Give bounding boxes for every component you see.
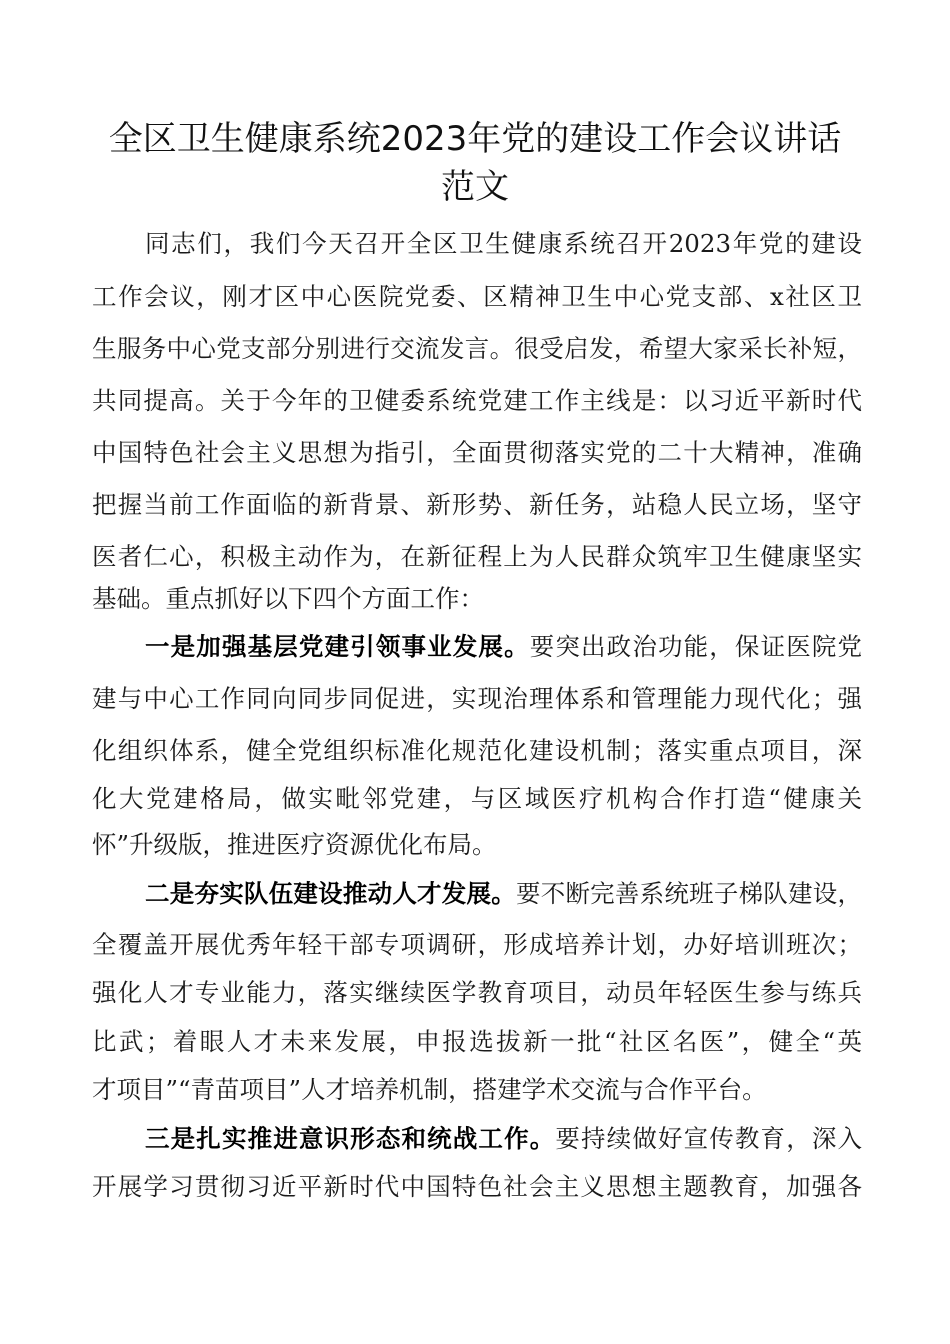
point-2-line-2: 全覆盖开展优秀年轻干部专项调研，形成培养计划，办好培训班次；	[92, 930, 862, 959]
point-1-line-1: 要突出政治功能，保证医院党	[529, 632, 863, 661]
point-1-line-4: 化大党建格局，做实毗邻党建，与区域医疗机构合作打造“健康关	[92, 784, 862, 813]
intro-line-3: 生服务中心党支部分别进行交流发言。很受启发，希望大家采长补短，	[92, 334, 862, 363]
point-3-line-1: 要持续做好宣传教育，深入	[555, 1124, 863, 1153]
intro-line-5: 中国特色社会主义思想为指引，全面贯彻落实党的二十大精神，准确	[92, 438, 862, 467]
intro-line-2: 工作会议，刚才区中心医院党委、区精神卫生中心党支部、x社区卫	[92, 282, 862, 311]
point-2-line-3: 强化人才专业能力，落实继续医学教育项目，动员年轻医生参与练兵	[92, 978, 862, 1007]
point-3-first-line	[145, 1124, 862, 1154]
point-3-heading: 三是扎实推进意识形态和统战工作。	[145, 1124, 556, 1153]
point-2-line-4: 比武；着眼人才未来发展，申报选拔新一批“社区名医”，健全“英	[92, 1027, 862, 1056]
intro-line-6: 把握当前工作面临的新背景、新形势、新任务，站稳人民立场，坚守	[92, 490, 862, 519]
point-1-heading: 一是加强基层党建引领事业发展。	[145, 632, 530, 661]
point-2-line-1: 要不断完善系统班子梯队建设，	[515, 879, 863, 908]
intro-line-7: 医者仁心，积极主动作为，在新征程上为人民群众筑牢卫生健康坚实	[92, 542, 862, 571]
point-2-first-line	[145, 879, 862, 909]
point-3-line-2: 开展学习贯彻习近平新时代中国特色社会主义思想主题教育，加强各	[92, 1172, 862, 1201]
document-title-line-2: 范文	[441, 167, 509, 207]
intro-line-8: 基础。重点抓好以下四个方面工作：	[92, 584, 484, 613]
point-1-first-line	[145, 632, 862, 662]
intro-line-1: 同志们，我们今天召开全区卫生健康系统召开2023年党的建设	[145, 229, 862, 258]
point-1-line-2: 建与中心工作同向同步同促进，实现治理体系和管理能力现代化；强	[92, 684, 862, 713]
document-title-line-1: 全区卫生健康系统2023年党的建设工作会议讲话	[108, 119, 842, 159]
point-2-line-5: 才项目”“青苗项目”人才培养机制，搭建学术交流与合作平台。	[92, 1075, 767, 1104]
point-2-heading: 二是夯实队伍建设推动人才发展。	[145, 879, 516, 908]
point-1-line-3: 化组织体系，健全党组织标准化规范化建设机制；落实重点项目，深	[92, 736, 862, 765]
intro-line-4: 共同提高。关于今年的卫健委系统党建工作主线是：以习近平新时代	[92, 386, 862, 415]
point-1-line-5: 怀”升级版，推进医疗资源优化布局。	[92, 830, 497, 859]
